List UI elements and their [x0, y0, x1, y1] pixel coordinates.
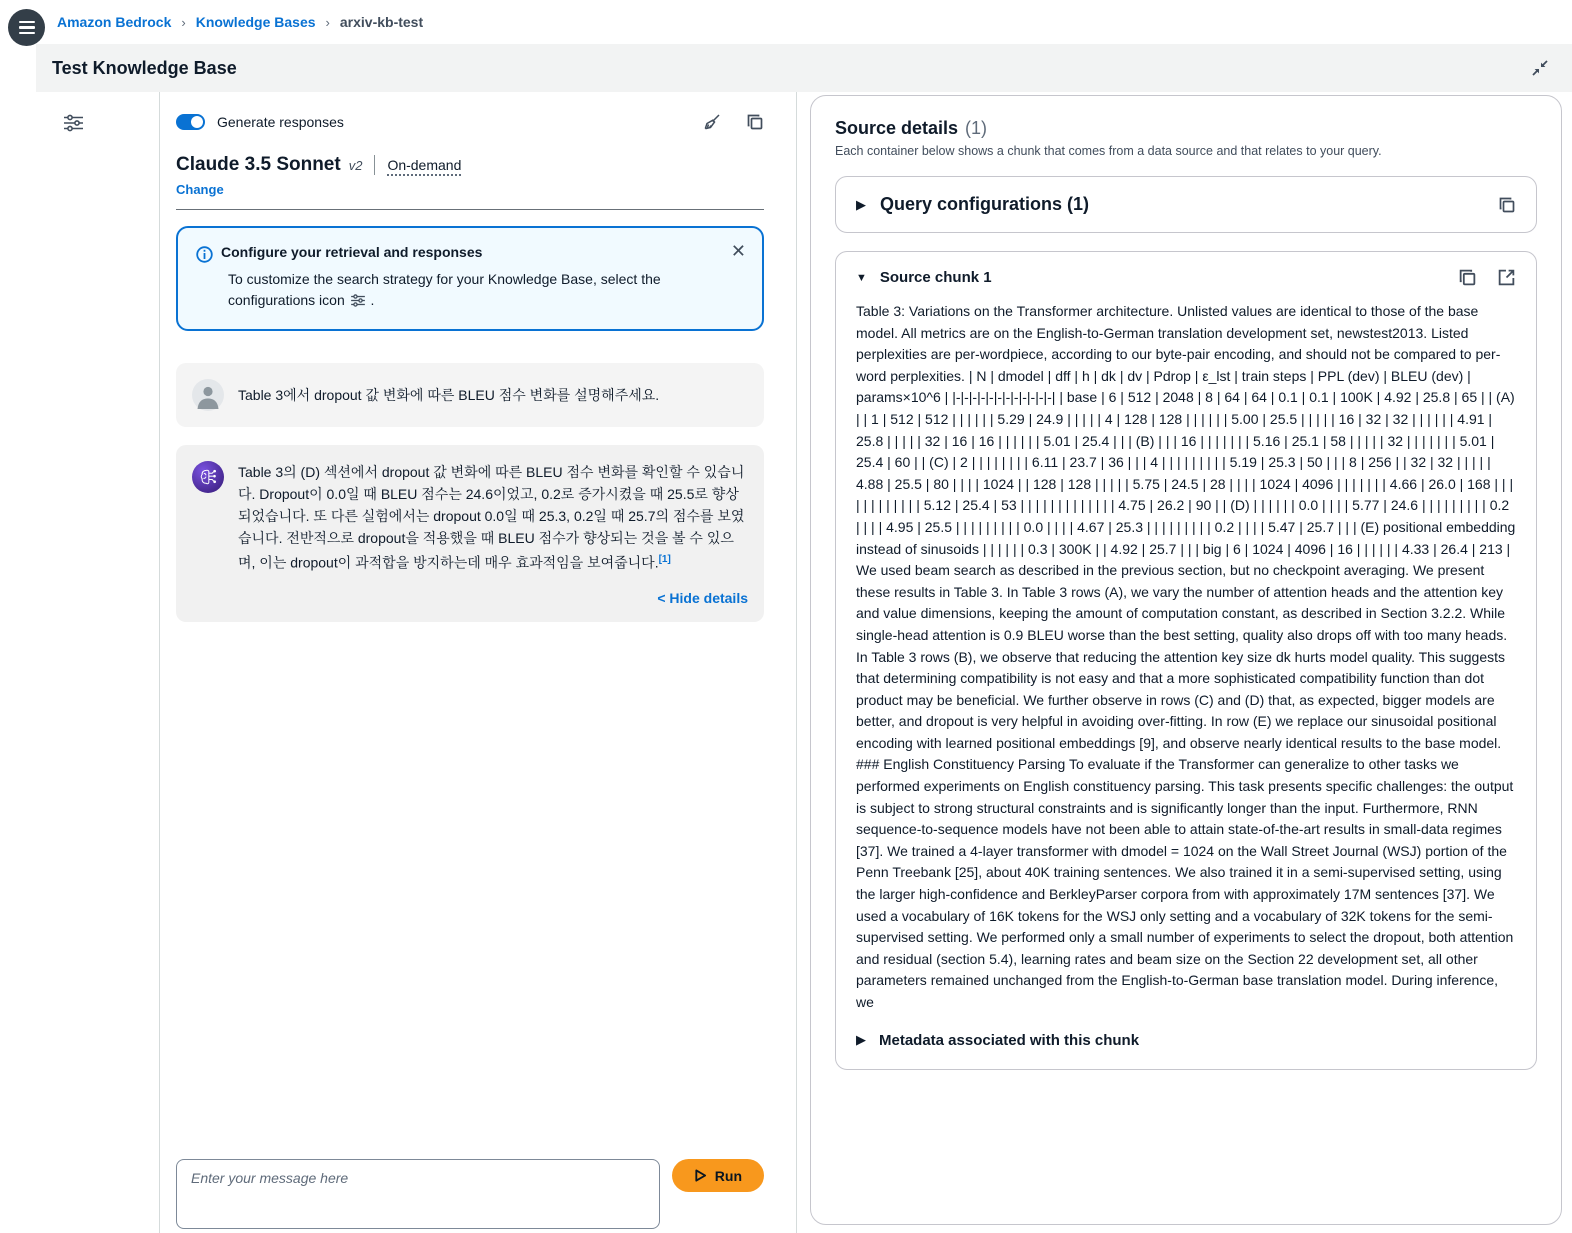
broom-icon	[702, 112, 722, 132]
external-link-icon	[1497, 268, 1516, 287]
play-icon	[694, 1169, 707, 1182]
source-details-count: (1)	[965, 118, 988, 138]
nav-menu-button[interactable]	[8, 9, 45, 46]
caret-right-icon[interactable]: ▶	[856, 196, 866, 212]
hamburger-icon	[19, 21, 35, 35]
source-details-subtitle: Each container below shows a chunk that comes from a data source and that relates to your query.	[835, 144, 1382, 158]
metadata-label: Metadata associated with this chunk	[879, 1031, 1140, 1049]
copy-icon	[1458, 268, 1477, 287]
copy-chunk-button[interactable]	[1458, 268, 1477, 287]
collapse-arrows-icon	[1531, 59, 1549, 77]
model-name: Claude 3.5 Sonnet	[176, 154, 341, 175]
metadata-expander[interactable]	[856, 1032, 1516, 1049]
user-avatar	[192, 379, 224, 411]
model-version: v2	[348, 158, 363, 173]
copy-icon	[1498, 196, 1516, 214]
citation-link[interactable]: [1]	[658, 554, 671, 565]
info-icon	[196, 246, 213, 263]
breadcrumb-separator-icon: ›	[181, 14, 186, 30]
page-header	[36, 44, 1572, 92]
user-message	[176, 363, 764, 427]
source-details-title: Source details	[835, 118, 959, 138]
person-icon	[192, 379, 224, 411]
caret-right-icon: ▶	[856, 1032, 866, 1048]
sliders-icon	[64, 114, 83, 132]
assistant-message-text: Table 3의 (D) 섹션에서 dropout 값 변화에 따른 BLEU 점수 변화를 확인할 수 있습니다. Dropout이 0.0일 때 BLEU 점수는 24.6이었고, 0.2로 증가시켰을 때 25.5로 향상되었습니다. 또 다른 실험에서는 dropout 0.0일 때 25.3, 0.2일 때 25.7의 점수를 보였습니다. 전반적으로 dropout을 적용했을 때 BLEU 점수가 향상되는 것을 볼 수 있으며, 이는 dropout이 과적합을 방지하는데 매우 효과적임을 보여줍니다.[1]	[238, 464, 745, 571]
chat-panel	[160, 92, 797, 1233]
assistant-avatar	[192, 461, 224, 493]
assistant-message	[176, 445, 764, 622]
copy-query-config-button[interactable]	[1498, 196, 1516, 214]
top-bar	[0, 0, 1572, 44]
chat-input-row	[176, 1159, 764, 1233]
chat-toolbar	[176, 112, 764, 132]
breadcrumb-amazon-bedrock[interactable]: Amazon Bedrock	[57, 14, 172, 30]
model-throughput[interactable]: On-demand	[387, 157, 461, 176]
user-message-text: Table 3에서 dropout 값 변화에 따른 BLEU 점수 변화를 설명해주세요.	[238, 387, 660, 403]
query-configurations-title[interactable]: Query configurations (1)	[880, 194, 1090, 214]
run-button[interactable]: Run	[672, 1159, 764, 1192]
source-chunk-card	[835, 251, 1537, 1070]
change-model-link[interactable]: Change	[176, 182, 224, 197]
source-chunk-text: Table 3: Variations on the Transformer architecture. Unlisted values are identical to those of the base model. All metrics are on the English-to-German translation development set, newstest2013. Listed perplexities are per-wordpiece, according to our byte-pair encoding, and should not be compared to per-word perplexities. | N | dmodel | dff | h | dk | dv | Pdrop | ε_lst | train steps | PPL (dev) | BLEU (dev) | params×10^6 | |-|-|-|-|-|-|-|-|-|-|-|-| | base | 6 | 512 | 2048 | 8 | 64 | 64 | 0.1 | 0.1 | 100K | 4.92 | 25.8 | 65 | | (A) | | 1 | 512 | 512 | | | | | | 5.29 | 24.9 | | | | | 4 | 128 | 128 | | | | | | 5.00 | 25.5 | | | | | 16 | 32 | 32 | | | | | | 4.91 | 25.8 | | | | | 32 | 16 | 16 | | | | | | 5.01 | 25.4 | | | (B) | | | 16 | | | | | | | 5.16 | 25.1 | 58 | | | | | 32 | | | | | | | 5.01 | 25.4 | 60 | | (C) | 2 | | | | | | | | 6.11 | 23.7 | 36 | | | 4 | | | | | | | | | 5.19 | 25.3 | 50 | | | 8 | 256 | | 32 | 32 | | | | | 4.88 | 25.5 | 80 | | | | 1024 | | 128 | 128 | | | | | 5.75 | 24.5 | 28 | | | | 1024 | 4096 | | | | | | | 4.66 | 26.0 | 168 | | | | | | | | | | | | 5.12 | 25.4 | 53 | | | | | | | | | | | | | 4.75 | 26.2 | 90 | | (D) | | | | | | 0.0 | | | | 5.77 | 24.6 | | | | | | | | | 0.2 | | | | 4.95 | 25.5 | | | | | | | | | 0.0 | | | | 4.67 | 25.3 | | | | | | | | | 0.2 | | | | 5.47 | 25.7 | | | (E) positional embedding instead of sinusoids | | | | | | 0.3 | 300K | | 4.92 | 25.7 | | | big | 6 | 1024 | 4096 | 16 | | | | | | 4.33 | 26.4 | 213 | We used beam search as described in the previous section, but no checkpoint averaging. We present these results in Table 3. In Table 3 rows (A), we vary the number of attention heads and the attention key and value dimensions, keeping the amount of computation constant, as described in Section 3.2.2. While single-head attention is 0.9 BLEU worse than the best setting, quality also drops off with too many heads. In Table 3 rows (B), we observe that reducing the attention key size dk hurts model quality. This suggests that determining compatibility is not easy and that a more sophisticated compatibility function than dot product may be beneficial. We further observe in rows (C) and (D) that, as expected, bigger models are better, and dropout is very helpful in avoiding over-fitting. In row (E) we replace our sinusoidal positional encoding with learned positional embeddings [9], and observe nearly identical results to the base model. ### English Constituency Parsing To evaluate if the Transformer can generalize to other tasks we performed experiments on English constituency parsing. This task presents specific challenges: the output is subject to strong structural constraints and is significantly longer than the input. Furthermore, RNN sequence-to-sequence models have not been able to attain state-of-the-art results in small-data regimes [37]. We trained a 4-layer transformer with dmodel = 1024 on the Wall Street Journal (WSJ) portion of the Penn Treebank [25], about 40K training sentences. We also trained it in a semi-supervised setting, using the larger high-confidence and BerkleyParser corpora from with approximately 17M sentences [37]. We used a vocabulary of 16K tokens for the WSJ only setting and a vocabulary of 32K tokens for the semi-supervised setting. We performed only a small number of experiments to select the dropout, both attention and residual (section 5.4), learning rates and beam size on the Section 22 development set, all other parameters remained unchanged from the English-to-German base translation model. During inference, we	[856, 303, 1516, 1010]
divider	[176, 209, 764, 210]
brain-circuit-icon	[198, 467, 218, 487]
clear-chat-button[interactable]	[702, 112, 722, 132]
info-banner-title: Configure your retrieval and responses	[221, 244, 483, 260]
caret-down-icon[interactable]: ▼	[856, 271, 867, 284]
hide-details-link[interactable]: < Hide details	[657, 589, 748, 606]
open-source-button[interactable]	[1497, 268, 1516, 287]
source-details-panel	[797, 92, 1572, 1233]
source-chunk-title[interactable]: Source chunk 1	[879, 269, 992, 286]
info-banner	[176, 226, 764, 331]
copy-chat-button[interactable]	[746, 113, 764, 131]
copy-icon	[746, 113, 764, 131]
info-banner-body: To customize the search strategy for your Knowledge Base, select the configurations icon .	[228, 271, 661, 308]
breadcrumb	[57, 0, 423, 44]
generate-responses-label: Generate responses	[217, 114, 344, 130]
configurations-rail	[0, 92, 160, 1233]
breadcrumb-knowledge-bases[interactable]: Knowledge Bases	[195, 14, 316, 30]
main-content	[0, 92, 1572, 1233]
message-input[interactable]	[176, 1159, 660, 1229]
breadcrumb-separator-icon: ›	[325, 14, 330, 30]
generate-responses-toggle[interactable]	[176, 114, 205, 130]
divider	[374, 155, 375, 175]
collapse-panel-button[interactable]	[1528, 56, 1552, 80]
source-details-card	[810, 95, 1562, 1225]
close-icon[interactable]: ✕	[730, 241, 746, 261]
model-row	[176, 154, 764, 176]
sliders-icon	[351, 294, 365, 307]
query-configurations-card	[835, 176, 1537, 233]
breadcrumb-current: arxiv-kb-test	[339, 14, 424, 30]
page-title: Test Knowledge Base	[52, 57, 237, 78]
configurations-button[interactable]	[64, 114, 159, 132]
